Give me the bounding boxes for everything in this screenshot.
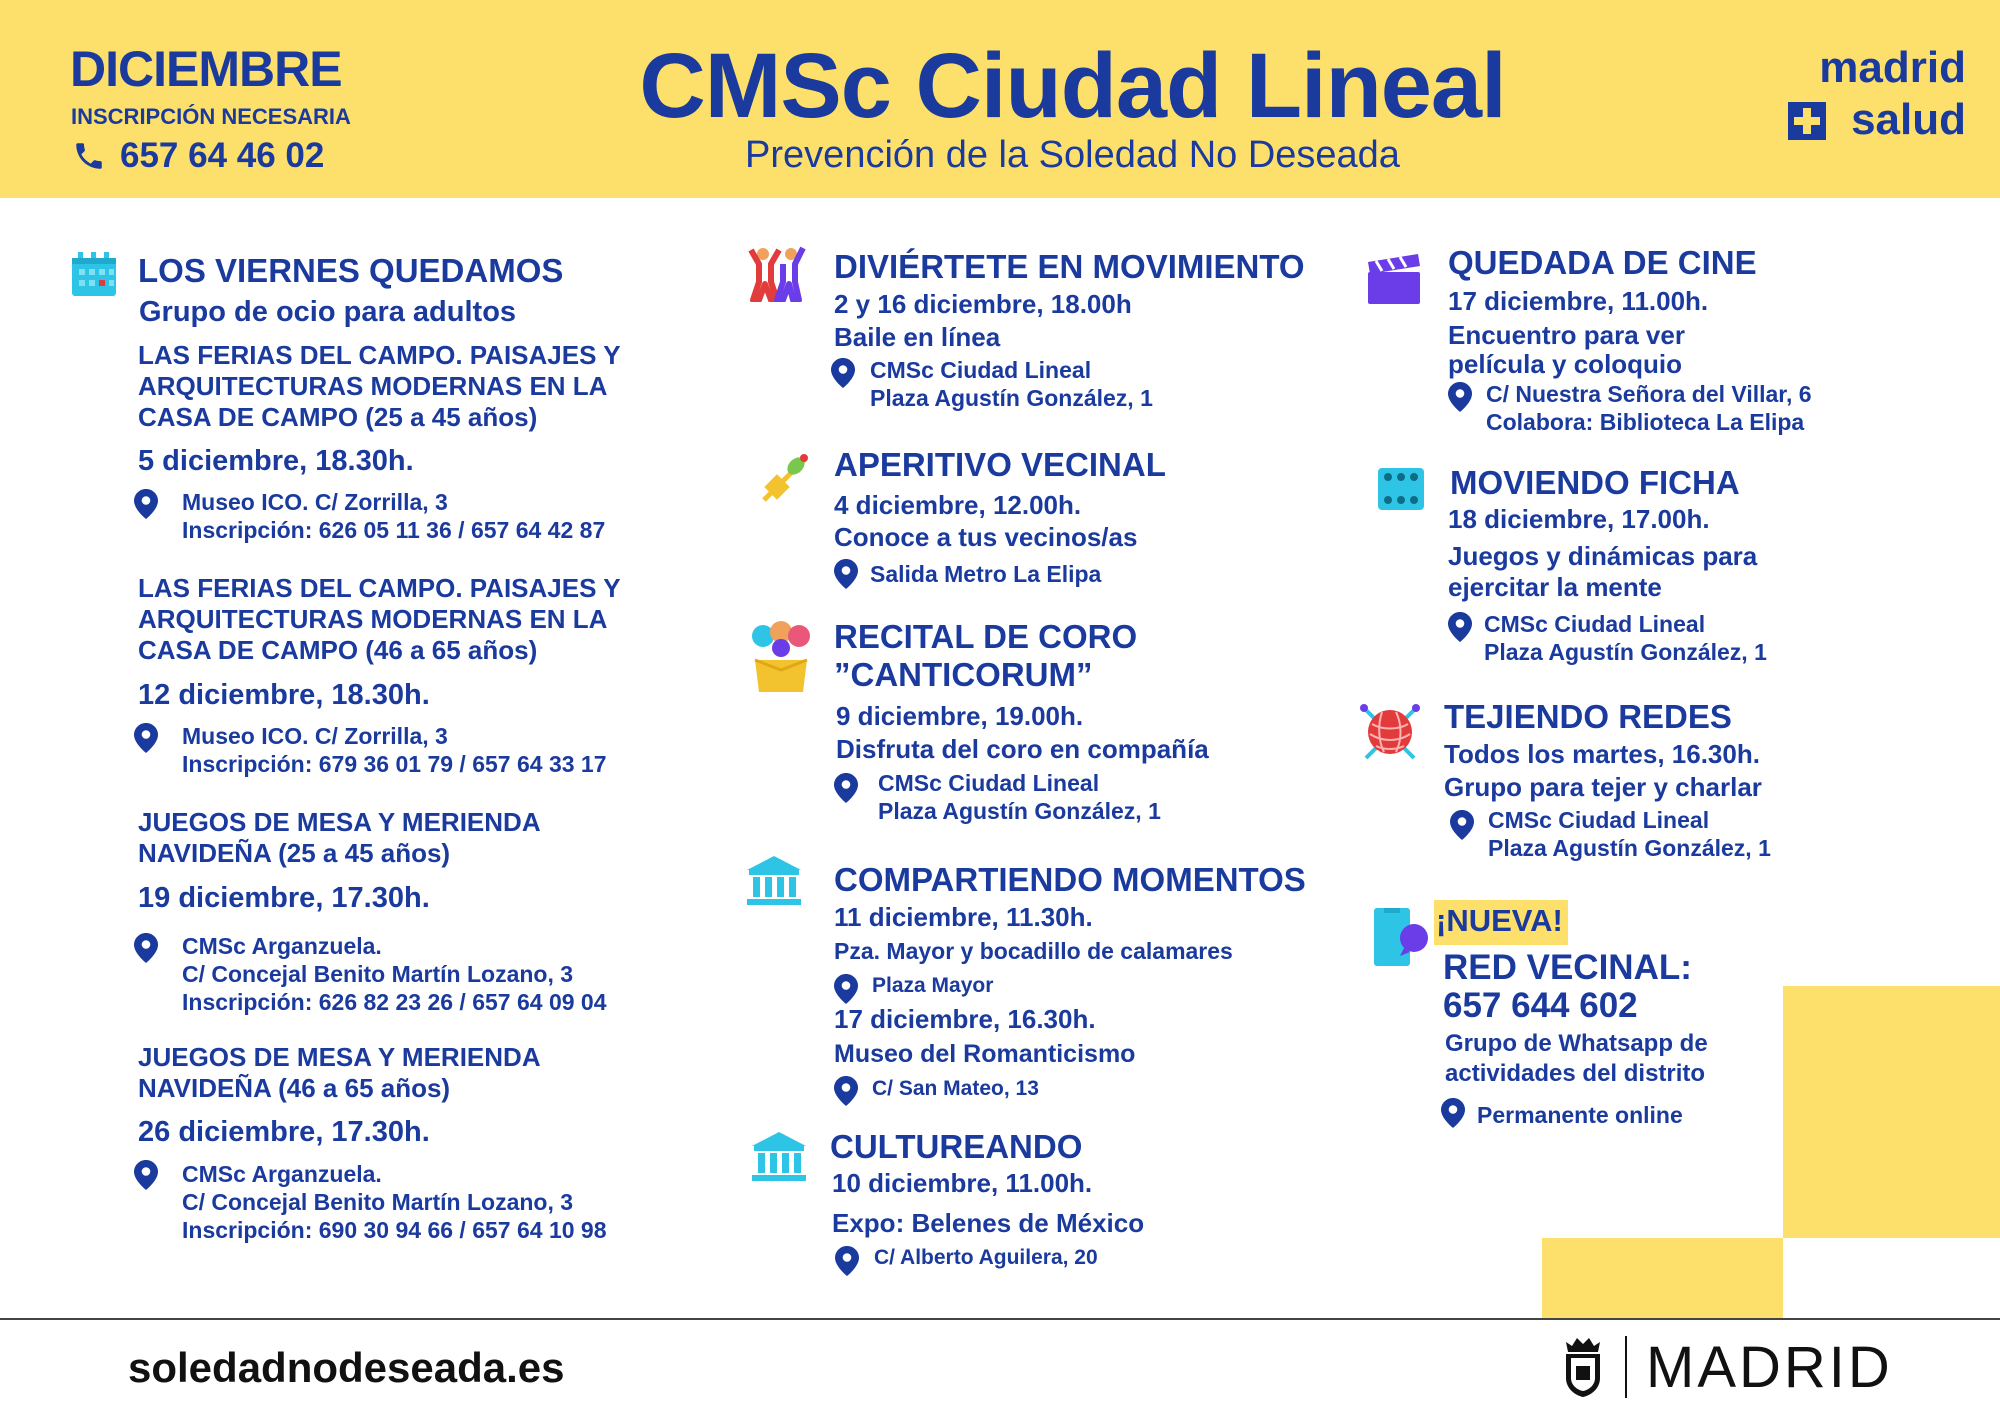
event-desc: Juegos y dinámicas para ejercitar la mente bbox=[1448, 541, 1758, 602]
dice-icon bbox=[1376, 466, 1426, 512]
event-title: LAS FERIAS DEL CAMPO. PAISAJES Y ARQUITECTURAS MODERNAS EN LA CASA DE CAMPO (46 a 65 años) bbox=[138, 573, 621, 665]
event-place: CMSc Ciudad Lineal Plaza Agustín González, 1 bbox=[878, 770, 1161, 824]
event-date: 9 diciembre, 19.00h. bbox=[836, 701, 1084, 731]
event-desc: Baile en línea bbox=[834, 322, 1001, 352]
location-pin-icon bbox=[834, 559, 858, 589]
location-pin-icon bbox=[1448, 382, 1472, 412]
choir-singers-icon bbox=[745, 620, 817, 694]
logo-text-madrid: madrid bbox=[1819, 43, 1966, 92]
yarn-ball-icon bbox=[1358, 702, 1422, 762]
event-date: Todos los martes, 16.30h. bbox=[1444, 739, 1760, 769]
event-desc: Museo del Romanticismo bbox=[834, 1040, 1136, 1068]
calendar-icon bbox=[70, 252, 118, 298]
skewer-snack-icon bbox=[756, 450, 814, 508]
event-date: 18 diciembre, 17.00h. bbox=[1448, 504, 1710, 534]
website-link[interactable]: soledadnodeseada.es bbox=[128, 1344, 565, 1391]
section-title-cine: QUEDADA DE CINE bbox=[1448, 244, 1757, 281]
location-pin-icon bbox=[134, 489, 158, 519]
event-date: 17 diciembre, 16.30h. bbox=[834, 1004, 1096, 1034]
location-pin-icon bbox=[134, 933, 158, 963]
inscription-note: INSCRIPCIÓN NECESARIA bbox=[71, 104, 351, 129]
event-date: 26 diciembre, 17.30h. bbox=[138, 1116, 430, 1148]
event-desc: Pza. Mayor y bocadillo de calamares bbox=[834, 938, 1233, 964]
decor-yellow-block bbox=[1783, 986, 2000, 1238]
event-place: Museo ICO. C/ Zorrilla, 3 Inscripción: 626 05 11 36 / 657 64 42 87 bbox=[182, 489, 606, 543]
event-desc: Grupo para tejer y charlar bbox=[1444, 772, 1762, 802]
logo-text-salud: salud bbox=[1851, 95, 1966, 144]
event-place: C/ Nuestra Señora del Villar, 6 Colabora: Biblioteca La Elipa bbox=[1486, 381, 1812, 435]
section-subtitle-viernes: Grupo de ocio para adultos bbox=[139, 296, 517, 328]
event-title: JUEGOS DE MESA Y MERIENDA NAVIDEÑA (25 a 45 años) bbox=[138, 807, 541, 868]
location-pin-icon bbox=[834, 974, 858, 1004]
section-title-movimiento: DIVIÉRTETE EN MOVIMIENTO bbox=[834, 248, 1305, 285]
event-date: 10 diciembre, 11.00h. bbox=[832, 1168, 1093, 1198]
page-subtitle: Prevención de la Soledad No Deseada bbox=[745, 134, 1400, 176]
red-phone-number[interactable]: 657 644 602 bbox=[1443, 986, 1638, 1025]
phone-number: 657 64 46 02 bbox=[120, 136, 325, 175]
event-place: CMSc Arganzuela. C/ Concejal Benito Martín Lozano, 3 Inscripción: 690 30 94 66 / 657 64 10 98 bbox=[182, 1161, 607, 1243]
page-title: CMSc Ciudad Lineal bbox=[639, 35, 1506, 137]
event-desc: Disfruta del coro en compañía bbox=[836, 734, 1209, 764]
event-title: JUEGOS DE MESA Y MERIENDA NAVIDEÑA (46 a 65 años) bbox=[138, 1042, 541, 1103]
event-place: Salida Metro La Elipa bbox=[870, 561, 1102, 587]
section-title-aperitivo: APERITIVO VECINAL bbox=[834, 446, 1166, 483]
section-title-ficha: MOVIENDO FICHA bbox=[1450, 464, 1740, 501]
event-place: C/ San Mateo, 13 bbox=[872, 1077, 1039, 1100]
footer-separator bbox=[1625, 1336, 1627, 1398]
event-date: 11 diciembre, 11.30h. bbox=[834, 902, 1093, 932]
madrid-salud-logo bbox=[1786, 43, 1966, 146]
clapperboard-icon bbox=[1366, 254, 1422, 306]
location-pin-icon bbox=[134, 1160, 158, 1190]
event-place: CMSc Ciudad Lineal Plaza Agustín González, 1 bbox=[870, 357, 1153, 411]
footer-divider bbox=[0, 1318, 2000, 1320]
event-place: Permanente online bbox=[1477, 1102, 1683, 1128]
museum-icon bbox=[750, 1130, 808, 1182]
location-pin-icon bbox=[134, 723, 158, 753]
event-date: 2 y 16 diciembre, 18.00h bbox=[834, 289, 1132, 319]
section-title-recital: RECITAL DE CORO ”CANTICORUM” bbox=[834, 618, 1138, 693]
event-title: LAS FERIAS DEL CAMPO. PAISAJES Y ARQUITECTURAS MODERNAS EN LA CASA DE CAMPO (25 a 45 años) bbox=[138, 340, 621, 432]
section-title-cultureando: CULTUREANDO bbox=[830, 1128, 1083, 1165]
smartphone-chat-icon bbox=[1372, 906, 1432, 968]
event-date: 19 diciembre, 17.30h. bbox=[138, 882, 430, 914]
section-title-compartiendo: COMPARTIENDO MOMENTOS bbox=[834, 861, 1306, 898]
location-pin-icon bbox=[835, 1246, 859, 1276]
madrid-crest-icon bbox=[1562, 1336, 1604, 1398]
event-date: 4 diciembre, 12.00h. bbox=[834, 490, 1082, 520]
event-place: CMSc Arganzuela. C/ Concejal Benito Martín Lozano, 3 Inscripción: 626 82 23 26 / 657 64 09 04 bbox=[182, 933, 607, 1015]
madrid-wordmark: MADRID bbox=[1646, 1335, 1893, 1400]
plus-icon bbox=[1788, 102, 1826, 140]
event-place: CMSc Ciudad Lineal Plaza Agustín González, 1 bbox=[1488, 807, 1771, 861]
event-place: Museo ICO. C/ Zorrilla, 3 Inscripción: 679 36 01 79 / 657 64 33 17 bbox=[182, 723, 607, 777]
event-date: 5 diciembre, 18.30h. bbox=[138, 445, 414, 477]
event-date: 17 diciembre, 11.00h. bbox=[1448, 286, 1709, 316]
location-pin-icon bbox=[834, 773, 858, 803]
section-title-viernes: LOS VIERNES QUEDAMOS bbox=[138, 252, 564, 289]
event-place: Plaza Mayor bbox=[872, 974, 994, 997]
location-pin-icon bbox=[834, 1076, 858, 1106]
location-pin-icon bbox=[1441, 1098, 1465, 1128]
location-pin-icon bbox=[1448, 612, 1472, 642]
event-desc: Encuentro para ver película y coloquio bbox=[1448, 320, 1685, 379]
new-badge: ¡NUEVA! bbox=[1436, 903, 1563, 938]
section-title-tejiendo: TEJIENDO REDES bbox=[1444, 698, 1732, 735]
section-title-red: RED VECINAL: bbox=[1443, 948, 1692, 987]
dancing-people-icon bbox=[745, 246, 809, 302]
museum-icon bbox=[745, 854, 803, 906]
month-label: DICIEMBRE bbox=[70, 41, 342, 97]
event-desc: Grupo de Whatsapp de actividades del distrito bbox=[1445, 1030, 1708, 1087]
event-desc: Expo: Belenes de México bbox=[832, 1208, 1145, 1238]
decor-yellow-block bbox=[1542, 1238, 1783, 1318]
location-pin-icon bbox=[1450, 810, 1474, 840]
event-date: 12 diciembre, 18.30h. bbox=[138, 679, 430, 711]
event-place: C/ Alberto Aguilera, 20 bbox=[874, 1246, 1098, 1269]
location-pin-icon bbox=[831, 358, 855, 388]
event-desc: Conoce a tus vecinos/as bbox=[834, 522, 1138, 552]
event-place: CMSc Ciudad Lineal Plaza Agustín González, 1 bbox=[1484, 611, 1767, 665]
